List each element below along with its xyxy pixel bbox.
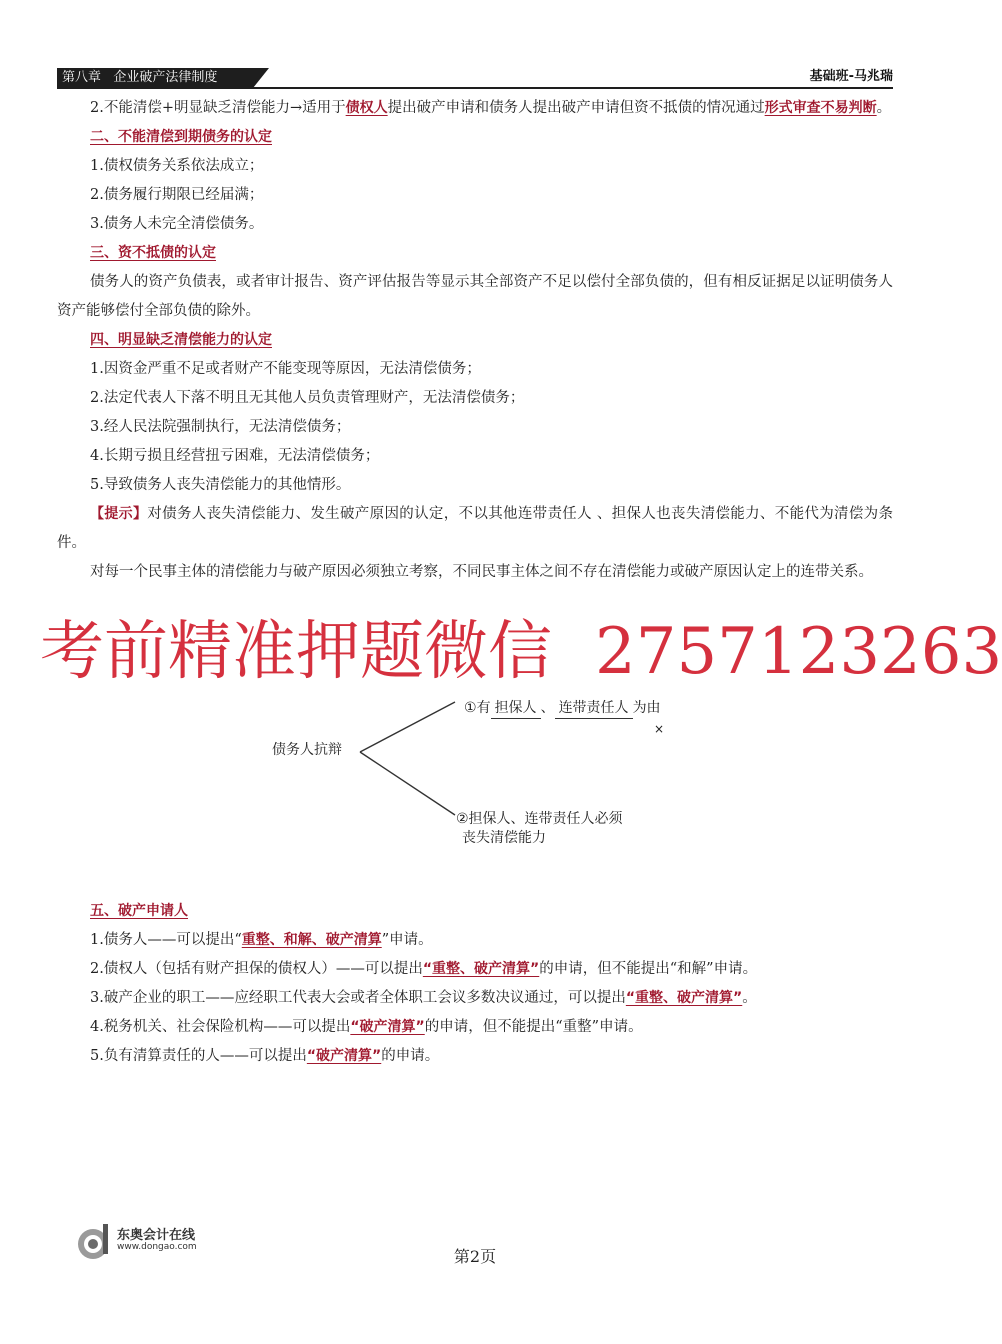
tip-label: 【提示】 xyxy=(90,506,148,522)
text-span: 提出破产申请和债务人提出破产申请但资不抵债的情况通过 xyxy=(387,100,765,116)
list-item xyxy=(57,984,893,1013)
list-item: 2.债务履行期限已经届满； xyxy=(90,187,264,203)
section-heading-3: 三、资不抵债的认定 xyxy=(90,245,216,261)
page-number: 第2页 xyxy=(453,1247,497,1266)
section-heading-2: 二、不能清偿到期债务的认定 xyxy=(90,129,272,145)
section-heading-5: 五、破产申请人 xyxy=(90,903,188,919)
branch-text: 有 xyxy=(476,700,491,716)
list-item: 5.导致债务人丧失清偿能力的其他情形。 xyxy=(90,477,351,493)
list-item: 1.债权债务关系依法成立； xyxy=(90,158,264,174)
chapter-tab: 第八章 企业破产法律制度 xyxy=(57,68,253,88)
blank-joint-liability: 连带责任人 xyxy=(555,698,633,719)
paragraph-insolvency: 债务人的资产负债表，或者审计报告、资产评估报告等显示其全部资产不足以偿付全部负债的，但有相反证据足以证明债务人资产能够偿付全部负债的除外。 xyxy=(57,274,893,319)
defense-diagram xyxy=(260,690,680,860)
diagram-branch-1 xyxy=(464,698,661,719)
tip-paragraph xyxy=(57,500,893,558)
tip-text: 对债务人丧失清偿能力、发生破产原因的认定，不以其他连带责任人 、担保人也丧失清偿能力、不能代为清偿为条件。 xyxy=(57,506,894,551)
list-item: 4.长期亏损且经营扭亏困难，无法清偿债务； xyxy=(90,448,380,464)
text-span: 的申请，但不能提出“和解”申请。 xyxy=(539,961,758,977)
cross-mark-icon: × xyxy=(654,722,665,736)
highlight-options: “重整、破产清算” xyxy=(422,961,540,977)
section-title xyxy=(57,239,893,268)
diagram-branch-2-line2: 丧失清偿能力 xyxy=(462,830,546,846)
list-item: 3.经人民法院强制执行，无法清偿债务； xyxy=(90,419,351,435)
header-rule xyxy=(57,87,893,89)
section-title xyxy=(57,897,893,926)
section-heading-4: 四、明显缺乏清偿能力的认定 xyxy=(90,332,272,348)
list-item: 2.法定代表人下落不明且无其他人员负责管理财产，无法清偿债务； xyxy=(90,390,525,406)
list-item xyxy=(57,926,893,955)
watermark-text: 考前精准押题微信 xyxy=(40,615,552,689)
text-span: 2.不能清偿+明显缺乏清偿能力→适用于 xyxy=(90,100,346,116)
text-span: 的申请。 xyxy=(381,1048,440,1064)
chapter-tab-corner xyxy=(253,68,269,88)
text-span: 。 xyxy=(742,990,757,1006)
branch-text: 为由 xyxy=(632,700,661,716)
watermark-number: 2757123263 xyxy=(595,615,1002,689)
list-item: 1.因资金严重不足或者财产不能变现等原因，无法清偿债务； xyxy=(90,361,481,377)
highlight-creditor: 债权人 xyxy=(345,100,388,116)
list-item xyxy=(57,1042,893,1071)
list-item xyxy=(57,1013,893,1042)
list-item xyxy=(57,955,893,984)
section-title xyxy=(57,123,893,152)
text-span: ”申请。 xyxy=(381,932,433,948)
text-span: 1.债务人——可以提出“ xyxy=(90,932,242,948)
logo-name: 东奥会计在线 xyxy=(117,1228,196,1243)
course-name: 基础班-马兆瑞 xyxy=(809,69,893,84)
paragraph-independent: 对每一个民事主体的清偿能力与破产原因必须独立考察，不同民事主体之间不存在清偿能力或破产原因认定上的连带关系。 xyxy=(90,564,873,580)
text-span: 5.负有清算责任的人——可以提出 xyxy=(90,1048,307,1064)
document-body xyxy=(57,93,893,587)
text-span: 2.债权人（包括有财产担保的债权人）——可以提出 xyxy=(90,961,423,977)
highlight-options: “重整、破产清算” xyxy=(625,990,743,1006)
highlight-formal-review: 形式审查不易判断 xyxy=(764,100,877,116)
highlight-options: 重整、和解、破产清算 xyxy=(241,932,382,948)
section-title xyxy=(57,326,893,355)
highlight-options: “破产清算” xyxy=(350,1019,425,1035)
text-span: 。 xyxy=(876,100,892,116)
diagram-root: 债务人抗辩 xyxy=(272,742,342,758)
text-span: 4.税务机关、社会保险机构——可以提出 xyxy=(90,1019,351,1035)
text-span: 3.破产企业的职工——应经职工代表大会或者全体职工会议多数决议通过，可以提出 xyxy=(90,990,626,1006)
branch-number: ① xyxy=(464,700,477,716)
logo-url: www.dongao.com xyxy=(117,1242,197,1252)
diagram-branch-2-line1: ②担保人、连带责任人必须 xyxy=(456,811,623,827)
list-item: 3.债务人未完全清偿债务。 xyxy=(90,216,264,232)
highlight-options: “破产清算” xyxy=(306,1048,382,1064)
paragraph-applicability xyxy=(57,93,893,123)
watermark xyxy=(40,614,1002,694)
blank-guarantor: 担保人 xyxy=(491,698,541,719)
applicants-section xyxy=(57,897,893,1071)
page-header xyxy=(57,68,893,88)
branch-text: 、 xyxy=(540,700,555,716)
text-span: 的申请，但不能提出“重整”申请。 xyxy=(424,1019,643,1035)
